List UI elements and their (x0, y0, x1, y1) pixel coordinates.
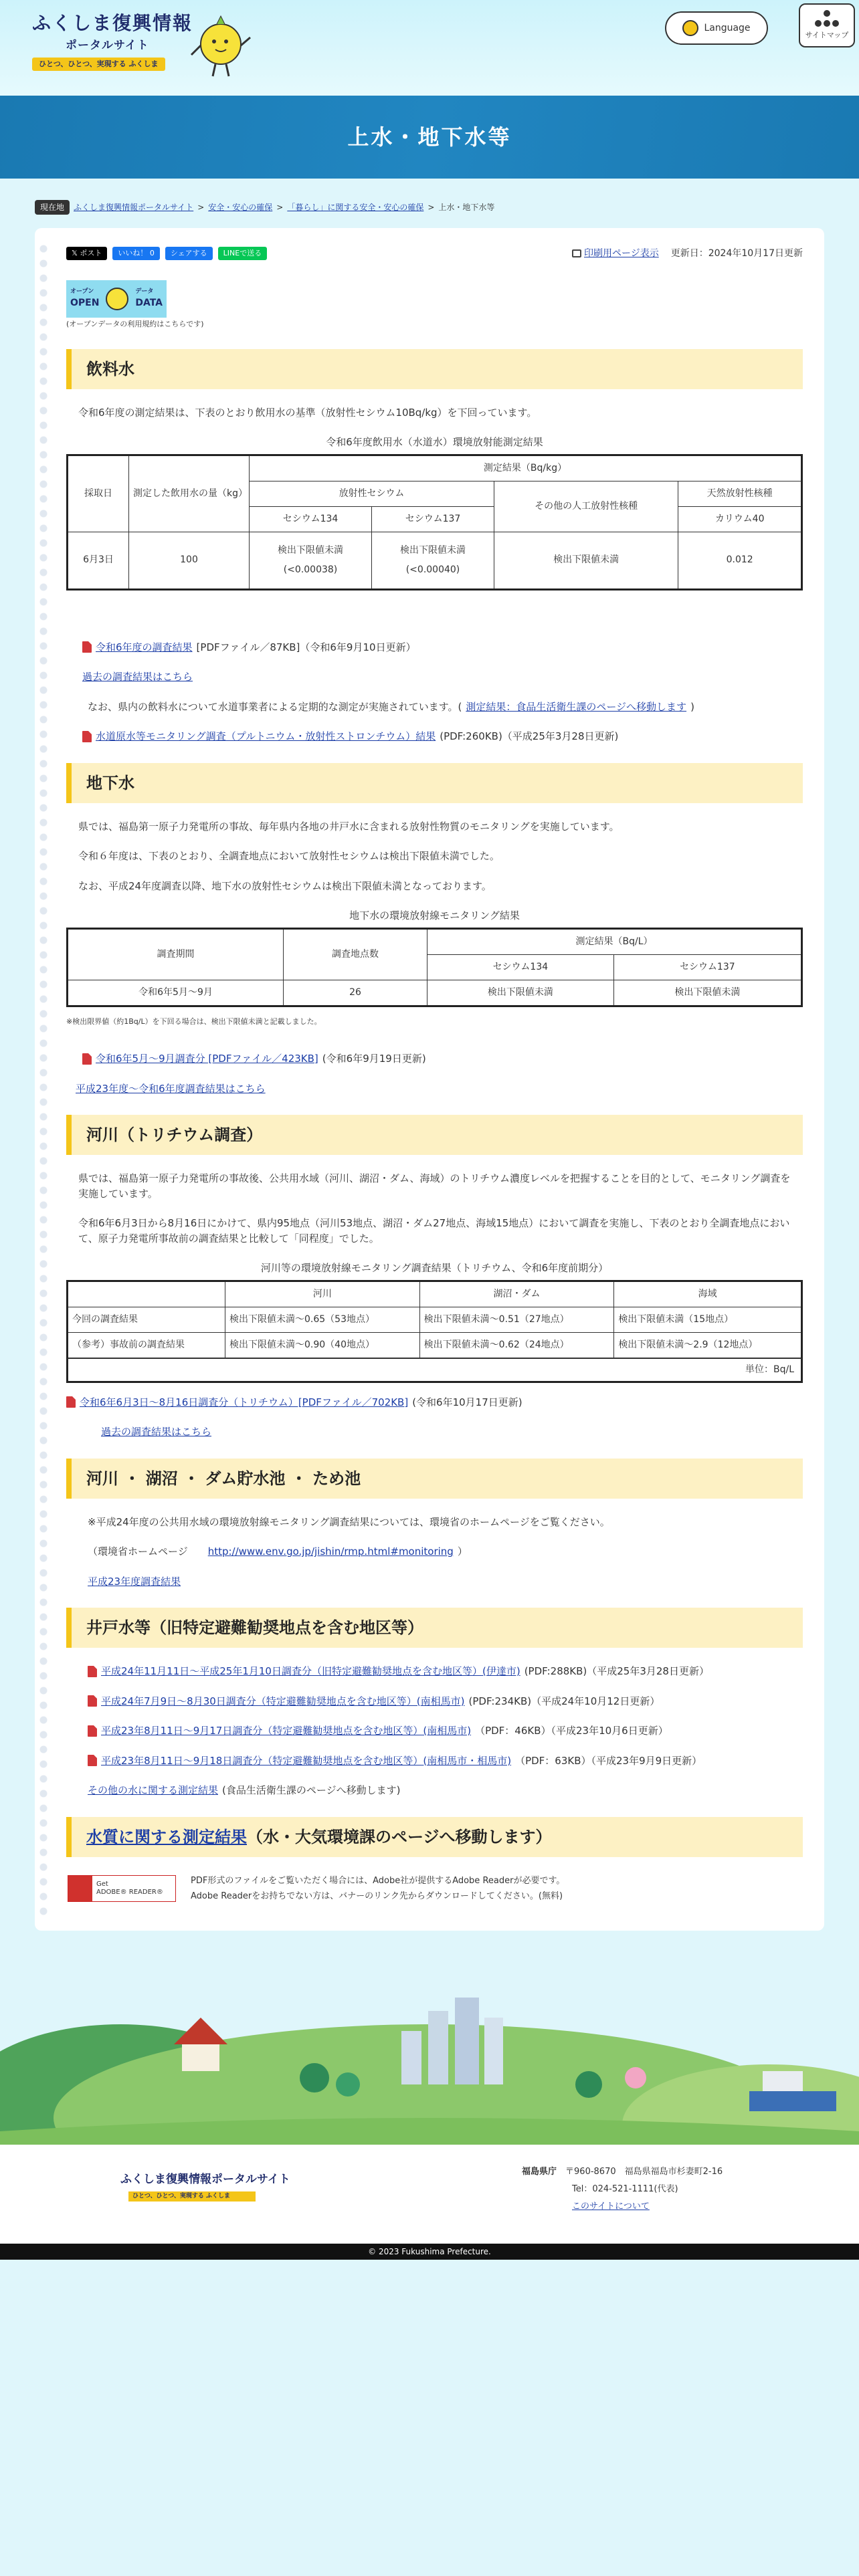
section-heading-water-quality: 水質に関する測定結果（水・大気環境課のページへ移動します） (66, 1817, 803, 1857)
groundwater-p3: なお、平成24年度調査以降、地下水の放射性セシウムは検出下限値未満となっております。 (78, 879, 492, 892)
river-table-title: 河川等の環境放射線モニタリング調査結果（トリチウム、令和6年度前期分） (260, 1262, 609, 1274)
open-data-logo: オープン OPEN データ DATA (66, 280, 167, 318)
list-item (101, 1424, 787, 1440)
site-footer (0, 2145, 859, 2244)
pdf-icon (82, 641, 92, 653)
sitemap-button[interactable] (799, 3, 855, 47)
adobe-reader-badge[interactable]: Get ADOBE® READER® (68, 1875, 176, 1902)
adobe-reader-notice (68, 1873, 803, 1905)
list-item (88, 1574, 787, 1590)
adobe-icon (68, 1876, 92, 1901)
other-water-link[interactable]: その他の水に関する測定結果 (88, 1784, 219, 1796)
lakes-p1: ※平成24年度の公共用水域の環境放射線モニタリング調査結果については、環境省のホームページをご覧ください。 (88, 1515, 610, 1528)
th-cs134: セシウム134 (250, 506, 372, 532)
wells-pdf-link-3[interactable]: 平成23年8月11日～9月17日調査分（特定避難勧奨地点を含む地区等）(南相馬市) (101, 1725, 472, 1737)
river-p1: 県では、福島第一原子力発電所の事故後、公共用水域（河川、湖沼・ダム、海域）のトリチウム濃度レベルを把握することを目的として、モニタリング調査を実施しています。 (78, 1172, 791, 1200)
groundwater-footnote: ※検出限界値（約1Bq/L）を下回る場合は、検出下限値未満と記載しました。 (66, 1016, 322, 1026)
town-illustration (0, 1971, 859, 2145)
mascot-icon (189, 15, 253, 79)
groundwater-p2: 令和６年度は、下表のとおり、全調査地点において放射性セシウムは検出下限値未満でした。 (78, 850, 500, 862)
x-post-button[interactable]: 𝕏 ポスト (66, 247, 107, 261)
list-item: 令和6年6月3日～8月16日調査分（トリチウム）[PDFファイル／702KB] (令和6年10月17日更新) (66, 1395, 787, 1410)
breadcrumb (0, 179, 859, 221)
river-p2: 令和6年6月3日から8月16日にかけて、県内95地点（河川53地点、湖沼・ダム27地点、海域15地点）において調査を実施し、下表のとおり全調査地点において、原子力発電所事故前の調査結果と比較して「同程度」でした。 (78, 1217, 790, 1245)
copyright: © 2023 Fukushima Prefecture. (0, 2244, 859, 2260)
section-heading-drinking: 飲料水 (66, 349, 803, 389)
open-data-note: (オープンデータの利用規約はこちらです) (66, 320, 204, 328)
section-heading-lakes: 河川 ・ 湖沼 ・ ダム貯水池 ・ ため池 (66, 1459, 803, 1499)
list-item (82, 669, 787, 685)
groundwater-past-link[interactable]: 平成23年度～令和6年度調査結果はこちら (76, 1082, 266, 1095)
section-heading-wells: 井戸水等（旧特定避難勧奨地点を含む地区等） (66, 1608, 803, 1648)
pdf-icon (88, 1695, 97, 1707)
pdf-icon (88, 1666, 97, 1677)
breadcrumb-separator: > (276, 203, 284, 212)
breadcrumb-separator: > (427, 203, 435, 212)
groundwater-pdf-link[interactable]: 令和6年5月～9月調査分 [PDFファイル／423KB] (96, 1053, 318, 1065)
drinking-pdf-link[interactable]: 令和6年度の調査結果 (96, 641, 193, 653)
facebook-share-button[interactable]: シェアする (165, 247, 213, 261)
language-label: Language (704, 22, 751, 33)
about-site-link[interactable]: このサイトについて (572, 2202, 650, 2212)
site-subtitle: ポータルサイト (66, 39, 149, 52)
th-cesium: 放射性セシウム (250, 481, 494, 506)
env-ministry-line: （環境省ホームページ http://www.env.go.jp/jishin/rmp.html#monitoring ） (88, 1544, 787, 1560)
breadcrumb-current: 上水・地下水等 (438, 203, 495, 212)
groundwater-table: 調査期間 調査地点数 測定結果（Bq/L） セシウム134 セシウム137 令和6年5月～9月 26 検出下限値未満 検出下限値未満 (66, 928, 803, 1007)
list-item: その他の水に関する測定結果 (食品生活衛生課のページへ移動します) (88, 1783, 787, 1798)
list-item: 平成23年8月11日～9月17日調査分（特定避難勧奨地点を含む地区等）(南相馬市) （PDF：46KB）（平成23年10月6日更新） (88, 1723, 787, 1739)
list-item: 令和6年5月～9月調査分 [PDFファイル／423KB] (令和6年9月19日更新) (82, 1051, 787, 1067)
breadcrumb-badge: 現在地 (35, 200, 70, 215)
breadcrumb-link-safety[interactable]: 安全・安心の確保 (208, 203, 273, 212)
footer-contact: 福島県庁 〒960-8670 福島県福島市杉妻町2-16 Tel：024-521-1111(代表) このサイトについて (522, 2167, 723, 2212)
pdf-icon (66, 1396, 76, 1408)
water-quality-link[interactable]: 水質に関する測定結果 (86, 1827, 247, 1846)
list-item: 平成23年8月11日～9月18日調査分（特定避難勧奨地点を含む地区等）(南相馬市・相馬市) （PDF：63KB）（平成23年9月9日更新） (88, 1753, 787, 1769)
groundwater-p1: 県では、福島第一原子力発電所の事故、毎年県内各地の井戸水に含まれる放射性物質のモニタリングを実施しています。 (78, 820, 619, 833)
site-logo[interactable] (32, 9, 193, 71)
pdf-icon (88, 1725, 97, 1737)
site-title: ふくしま復興情報 (32, 12, 193, 34)
h23-results-link[interactable]: 平成23年度調査結果 (88, 1575, 181, 1588)
pdf-icon (82, 731, 92, 742)
th-amount: 測定した飲用水の量（kg） (129, 455, 250, 532)
print-link[interactable]: 印刷用ページ表示 (572, 247, 659, 261)
footer-logo[interactable]: ふくしま復興情報ポータルサイト ひとつ、ひとつ、実現する ふくしま (120, 2171, 290, 2202)
printer-icon (572, 249, 581, 257)
section-heading-groundwater: 地下水 (66, 763, 803, 803)
drinking-intro: 令和6年度の測定結果は、下表のとおり飲用水の基準（放射性セシウム10Bq/kg）を下回っています。 (78, 406, 537, 419)
wells-pdf-link-4[interactable]: 平成23年8月11日～9月18日調査分（特定避難勧奨地点を含む地区等）(南相馬市・相馬市) (101, 1754, 512, 1767)
raw-water-pdf-link[interactable]: 水道原水等モニタリング調査（プルトニウム・放射性ストロンチウム）結果 (96, 730, 436, 742)
page-title: 上水・地下水等 (347, 124, 512, 150)
globe-icon (682, 20, 698, 36)
line-share-button[interactable]: LINEで送る (218, 247, 268, 261)
share-toolbar (66, 240, 803, 267)
list-item: 平成24年7月9日～8月30日調査分（特定避難勧奨地点を含む地区等）(南相馬市) (PDF:234KB)（平成24年10月12日更新） (88, 1694, 787, 1709)
drinking-note: なお、県内の飲料水について水道事業者による定期的な測定が実施されています。( 測定結果：食品生活衛生課のページへ移動します ) (88, 700, 787, 715)
site-tagline: ひとつ、ひとつ、実現する ふくしま (32, 58, 165, 72)
table-row: 令和6年5月～9月 26 検出下限値未満 検出下限値未満 (68, 980, 802, 1006)
drinking-table (66, 454, 803, 591)
th-result: 測定結果（Bq/kg） (250, 455, 802, 481)
page-title-band (0, 96, 859, 179)
site-header (0, 0, 859, 96)
th-natural: 天然放射性核種 (678, 481, 802, 506)
adobe-line-1: PDF形式のファイルをご覧いただく場合には、Adobe社が提供するAdobe Readerが必要です。 (191, 1875, 565, 1886)
sitemap-label: サイトマップ (805, 31, 849, 39)
landscape-illustration (0, 1971, 859, 2145)
th-other: その他の人工放射性核種 (494, 481, 678, 532)
drinking-past-link[interactable]: 過去の調査結果はこちら (82, 671, 193, 683)
breadcrumb-separator: > (197, 203, 205, 212)
food-hygiene-link[interactable]: 測定結果：食品生活衛生課のページへ移動します (466, 700, 687, 713)
table-row: （参考）事故前の調査結果 検出下限値未満～0.90（40地点） 検出下限値未満～0.62（24地点） 検出下限値未満～2.9（12地点） (68, 1332, 802, 1358)
breadcrumb-link-living[interactable]: 「暮らし」に関する安全・安心の確保 (287, 203, 424, 212)
open-data-banner[interactable] (66, 280, 227, 330)
pdf-icon (88, 1755, 97, 1766)
wells-pdf-link-2[interactable]: 平成24年7月9日～8月30日調査分（特定避難勧奨地点を含む地区等）(南相馬市) (101, 1695, 465, 1707)
drinking-table-title: 令和6年度飲用水（水道水）環境放射能測定結果 (326, 436, 543, 448)
table-row: 今回の調査結果 検出下限値未満～0.65（53地点） 検出下限値未満～0.51（27地点） 検出下限値未満（15地点） (68, 1307, 802, 1332)
list-item: 令和6年度の調査結果 [PDFファイル／87KB]（令和6年9月10日更新） (82, 640, 787, 655)
main-content (35, 228, 824, 1931)
sitemap-icon (815, 10, 839, 27)
pdf-icon (82, 1053, 92, 1065)
river-table: 河川 湖沼・ダム 海域 今回の調査結果 検出下限値未満～0.65（53地点） 検出下限値未満～0.51（27地点） 検出下限値未満（15地点） （参考）事故前の調査結果 検出下限値未満～0.90（40地点） 検出下限値未満～0.62（24地点） 検出下限値未満～2.9（12地点） (66, 1280, 803, 1358)
list-item: 平成24年11月11日～平成25年1月10日調査分（旧特定避難勧奨地点を含む地区等）(伊達市) (PDF:288KB)（平成25年3月28日更新） (88, 1664, 787, 1679)
river-past-link[interactable]: 過去の調査結果はこちら (101, 1426, 212, 1438)
wells-pdf-link-1[interactable]: 平成24年11月11日～平成25年1月10日調査分（旧特定避難勧奨地点を含む地区等）(伊達市) (101, 1665, 520, 1677)
section-heading-river: 河川（トリチウム調査） (66, 1115, 803, 1155)
facebook-like-button[interactable]: いいね！ 0 (112, 247, 160, 261)
th-cs137: セシウム137 (372, 506, 494, 532)
list-item (76, 1081, 787, 1097)
groundwater-table-title: 地下水の環境放射線モニタリング結果 (349, 909, 520, 922)
river-table-unit: 単位：Bq/L (66, 1358, 803, 1383)
list-item: 水道原水等モニタリング調査（プルトニウム・放射性ストロンチウム）結果 (PDF:260KB)（平成25年3月28日更新) (82, 729, 787, 744)
updated-date: 更新日：2024年10月17日更新 (670, 247, 803, 259)
language-button[interactable] (665, 11, 768, 45)
mascot-small-icon (106, 288, 128, 310)
th-k40: カリウム40 (678, 506, 802, 532)
tritium-pdf-link[interactable]: 令和6年6月3日～8月16日調査分（トリチウム）[PDFファイル／702KB] (80, 1396, 409, 1408)
adobe-line-2: Adobe Readerをお持ちでない方は、バナーのリンク先からダウンロードしてください。(無料) (191, 1891, 563, 1901)
breadcrumb-link-home[interactable]: ふくしま復興情報ポータルサイト (74, 203, 194, 212)
th-date: 採取日 (68, 455, 129, 532)
env-ministry-link[interactable]: http://www.env.go.jp/jishin/rmp.html#monitoring (207, 1545, 454, 1558)
table-row: 6月3日 100 検出下限値未満 (<0.00038) 検出下限値未満 (<0.00040) 検出下限値未満 0.012 (68, 532, 802, 589)
